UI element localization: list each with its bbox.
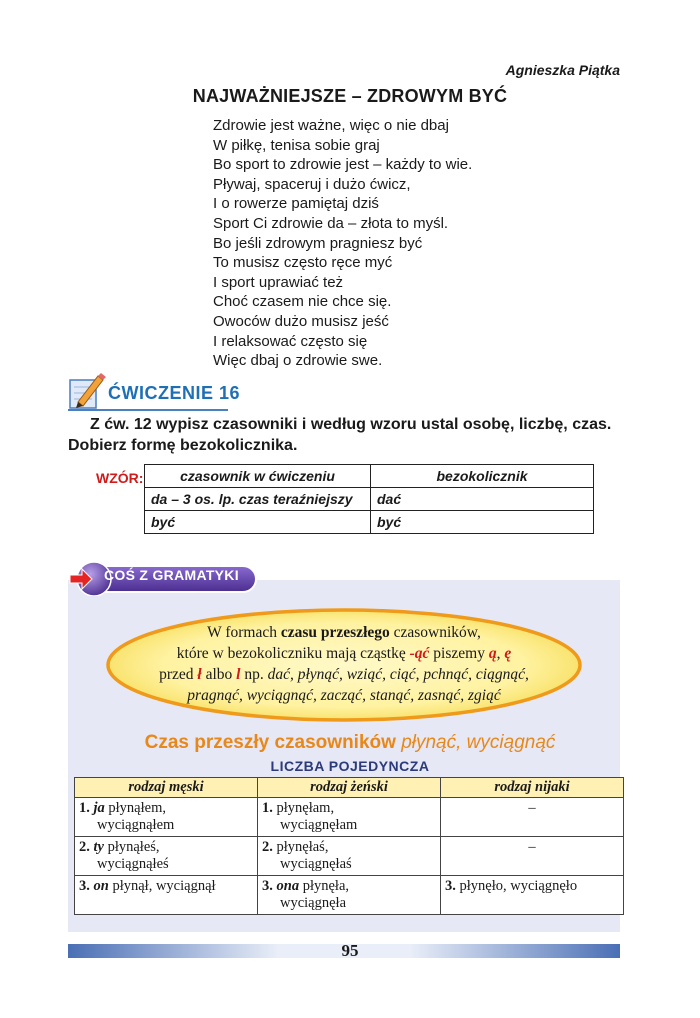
table-cell — [258, 837, 441, 876]
table-header-row — [75, 778, 624, 798]
poem-line: I relaksować często się — [213, 332, 368, 350]
poem-line: Pływaj, spaceruj i dużo ćwicz, — [213, 175, 411, 193]
table-header: rodzaj męski — [75, 778, 258, 798]
rule-highlight: l — [236, 666, 241, 683]
verb-form: płynął, wyciągnął — [112, 878, 216, 894]
rule-text-part: , — [496, 645, 505, 662]
exercise-instruction: Z ćw. 12 wypisz czasowniki i według wzoru ustal osobę, liczbę, czas. Dobierz formę bezokolicznika. — [68, 416, 612, 454]
page-number: 95 — [341, 941, 359, 960]
conjugation-table — [74, 777, 624, 915]
section-title — [0, 732, 700, 754]
rule-line — [112, 685, 576, 706]
rule-highlight: ę — [504, 645, 512, 662]
poem-line: Więc dbaj o zdrowie swe. — [213, 352, 383, 370]
rule-bold-term: czasu przeszłego — [280, 624, 390, 641]
grammar-badge-label: COŚ Z GRAMATYKI — [104, 567, 239, 583]
poem-line: Owoców dużo musisz jeść — [213, 312, 389, 330]
verb-form: wyciągnąłeś — [97, 856, 169, 872]
rule-line — [112, 664, 576, 685]
rule-text-part: albo — [201, 666, 237, 683]
table-header: rodzaj żeński — [258, 778, 441, 798]
table-cell — [441, 876, 624, 915]
table-cell: – — [441, 837, 624, 876]
verb-form: płynąłeś, — [107, 839, 160, 855]
exercise-table — [144, 464, 594, 534]
table-header-row — [145, 465, 594, 488]
rule-text-part: które w bezokoliczniku mają cząstkę — [176, 645, 410, 662]
author-name: Agnieszka Piątka — [505, 62, 620, 78]
table-cell: być — [371, 511, 594, 534]
poem-line: Zdrowie jest ważne, więc o nie dbaj — [213, 117, 449, 134]
pronoun: on — [93, 878, 109, 894]
poem-line: Bo sport to zdrowie jest – każdy to wie. — [213, 156, 473, 174]
poem-title: NAJWAŻNIEJSZE – ZDROWYM BYĆ — [192, 86, 508, 106]
poem-line: Choć czasem nie chce się. — [213, 293, 392, 311]
wzor-label: WZÓR: — [96, 470, 144, 486]
verb-form: płynęło, wyciągnęło — [459, 878, 578, 894]
rule-highlight: ą — [488, 645, 497, 662]
rule-highlight: ł — [197, 666, 202, 683]
verb-form: wyciągnąłem — [97, 817, 175, 833]
exercise-title: ĆWICZENIE 16 — [108, 383, 241, 403]
rule-examples: dać, płynąć, wziąć, ciąć, pchnąć, ciągnąć, — [267, 666, 529, 683]
section-title-bold: Czas przeszły czasowników — [144, 732, 396, 753]
rule-text-part: przed — [159, 666, 198, 683]
pronoun: ja — [93, 800, 105, 816]
table-header: rodzaj nijaki — [441, 778, 624, 798]
person-number: 2. — [79, 839, 90, 855]
table-cell — [75, 837, 258, 876]
rule-text-part: piszemy — [429, 645, 489, 662]
verb-form: wyciągnęłaś — [280, 856, 352, 872]
pronoun: ty — [93, 839, 104, 855]
poem-line: I sport uprawiać też — [213, 273, 344, 291]
rule-text — [112, 622, 576, 706]
verb-form: płynąłem, — [108, 800, 166, 816]
table-cell — [75, 876, 258, 915]
person-number: 3. — [262, 878, 273, 894]
rule-text-part: np. — [240, 666, 268, 683]
table-cell: być — [145, 511, 371, 534]
table-header: bezokolicznik — [371, 465, 594, 488]
poem-line: Sport Ci zdrowie da – złota to myśl. — [213, 214, 449, 232]
rule-line — [112, 643, 576, 664]
rule-text-part: czasowników, — [389, 624, 481, 641]
verb-form: wyciągnęłam — [280, 817, 358, 833]
rule-highlight: -ąć — [409, 645, 430, 662]
table-row — [145, 511, 594, 534]
pronoun: ona — [276, 878, 300, 894]
poem-line: W piłkę, tenisa sobie graj — [213, 136, 380, 154]
section-title-italic: płynąć, wyciągnąć — [401, 732, 556, 753]
table-row — [145, 488, 594, 511]
person-number: 1. — [79, 800, 90, 816]
table-cell — [258, 876, 441, 915]
table-cell: dać — [371, 488, 594, 511]
rule-examples: pragnąć, wyciągnąć, zacząć, stanąć, zasnąć, zgiąć — [187, 687, 501, 704]
poem-line: I o rowerze pamiętaj dziś — [213, 195, 379, 213]
person-number: 2. — [262, 839, 273, 855]
table-row — [75, 798, 624, 837]
verb-form: płynęłaś, — [276, 839, 329, 855]
rule-line — [112, 622, 576, 643]
table-cell: da – 3 os. lp. czas teraźniejszy — [145, 488, 371, 511]
table-cell: – — [441, 798, 624, 837]
person-number: 3. — [445, 878, 456, 894]
poem-text — [213, 116, 472, 371]
verb-form: wyciągnęła — [280, 895, 347, 911]
rule-text-part: W formach — [207, 624, 281, 641]
table-header: czasownik w ćwiczeniu — [145, 465, 371, 488]
table-row — [75, 837, 624, 876]
exercise-underline — [68, 409, 228, 411]
table-cell — [75, 798, 258, 837]
section-subtitle: LICZBA POJEDYNCZA — [270, 758, 430, 774]
verb-form: płynęłam, — [276, 800, 335, 816]
verb-form: płynęła, — [302, 878, 350, 894]
table-row — [75, 876, 624, 915]
table-cell — [258, 798, 441, 837]
person-number: 1. — [262, 800, 273, 816]
person-number: 3. — [79, 878, 90, 894]
poem-line: Bo jeśli zdrowym pragniesz być — [213, 234, 423, 252]
poem-line: To musisz często ręce myć — [213, 254, 393, 272]
